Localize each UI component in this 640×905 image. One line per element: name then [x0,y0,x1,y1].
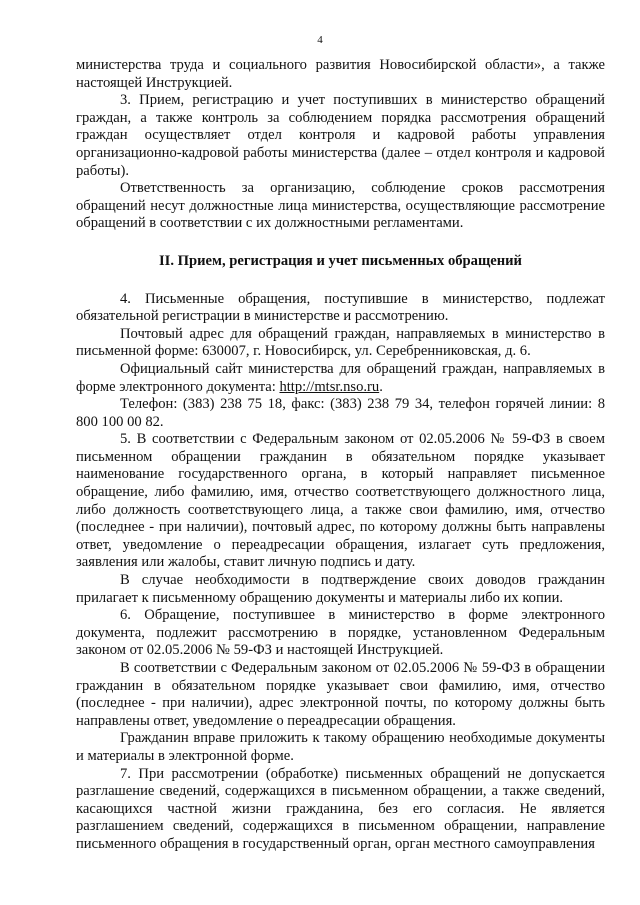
paragraph-website [76,361,605,396]
paragraph-item-5: 5. В соответствии с Федеральным законом от 02.05.2006 № 59-ФЗ в своем письменном обращении гражданин в обязательном порядке указывает наименование государственного органа, в который направляет письменное обращение, либо фамилию, имя, отчество соответствующего должностного лица, либо должность соответствующего лица, а также свои фамилию, имя, отчество (последнее - при наличии), почтовый адрес, по которому должны быть направлены ответ, уведомление о переадресации обращения, излагает суть предложения, заявления или жалобы, ставит личную подпись и дату. [76,431,605,571]
document-body [76,57,605,854]
paragraph-attachments: В случае необходимости в подтверждение своих доводов гражданин прилагает к письменному обращению документы и материалы либо их копии. [76,572,605,606]
paragraph-electronic-requirements: В соответствии с Федеральным законом от 02.05.2006 № 59-ФЗ в обращении гражданин в обязательном порядке указывает свои фамилию, имя, отчество (последнее - при наличии), адрес электронной почты, по которому должны быть направлены ответ, уведомление о переадресации обращения. [76,660,605,729]
website-suffix: . [379,378,383,395]
website-text: Официальный сайт министерства для обращений граждан, направляемых в форме электронного документа: [76,360,605,395]
website-link[interactable]: http://mtsr.nso.ru [279,378,380,395]
section-heading: II. Прием, регистрация и учет письменных обращений [159,252,522,269]
paragraph-item-3: 3. Прием, регистрацию и учет поступивших в министерство обращений граждан, а также контроль за соблюдением порядка рассмотрения обращений граждан осуществляет отдел контроля и кадровой работы управления организационно-кадровой работы министерства (далее – отдел контроля и кадровой работы). [76,92,605,179]
paragraph-electronic-attachments: Гражданин вправе приложить к такому обращению необходимые документы и материалы в электронной форме. [76,730,605,764]
paragraph-phone: Телефон: (383) 238 75 18, факс: (383) 238 79 34, телефон горячей линии: 8 800 100 00 82. [76,396,605,430]
paragraph-item-4: 4. Письменные обращения, поступившие в министерство, подлежат обязательной регистрации в министерстве и рассмотрению. [76,290,605,325]
paragraph-continuation: министерства труда и социального развития Новосибирской области», а также настоящей Инструкцией. [76,57,605,91]
paragraph-item-6: 6. Обращение, поступившее в министерство в форме электронного документа, подлежит рассмотрению в порядке, установленном Федеральным законом от 02.05.2006 № 59-ФЗ и настоящей Инструкцией. [76,607,605,659]
paragraph-postal-address: Почтовый адрес для обращений граждан, направляемых в министерство в письменной форме: 630007, г. Новосибирск, ул. Серебренниковская, д. 6. [76,325,605,360]
paragraph-responsibility: Ответственность за организацию, соблюдение сроков рассмотрения обращений несут должностные лица министерства, осуществляющие рассмотрение обращений в соответствии с их должностными регламентами. [76,180,605,232]
page-number: 4 [317,34,323,46]
paragraph-item-7: 7. При рассмотрении (обработке) письменных обращений не допускается разглашение сведений, содержащихся в письменном обращении, а также сведений, касающихся частной жизни гражданина, без его согласия. Не является разглашением сведений, содержащихся в письменном обращении, направление письменного обращения в государственный орган, орган местного самоуправления [76,765,605,852]
